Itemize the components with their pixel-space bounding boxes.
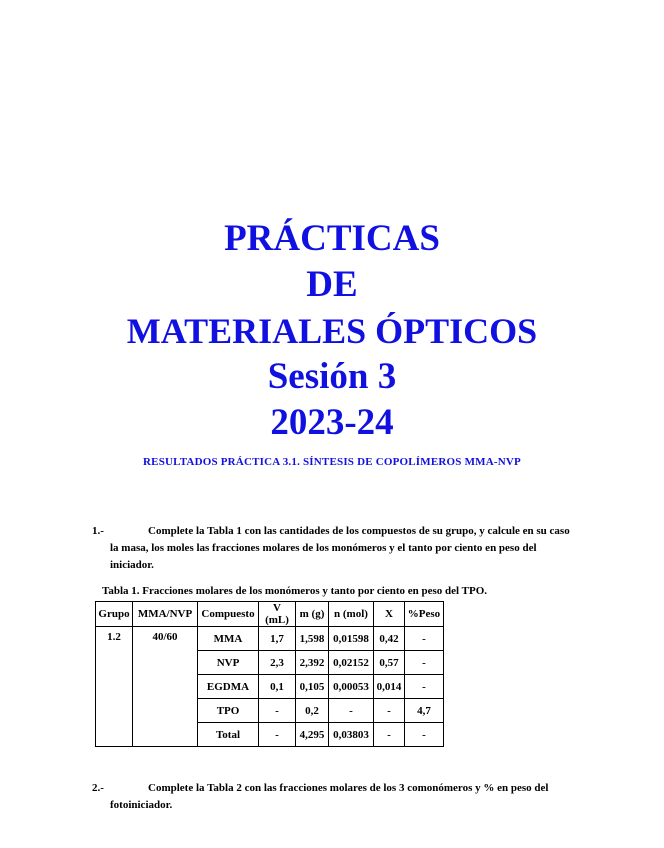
cell-compuesto: TPO bbox=[198, 699, 259, 723]
cell-fraction: 0,014 bbox=[374, 675, 405, 699]
question-1-text: Complete la Tabla 1 con las cantidades de los compuestos de su grupo, y calcule en su caso la masa, los moles las fracciones molares de los monómeros y el tanto por ciento en peso del iniciador. bbox=[110, 525, 570, 571]
cell-mass: 1,598 bbox=[296, 627, 329, 651]
cell-ratio: 40/60 bbox=[133, 627, 198, 747]
title-line-5: 2023-24 bbox=[270, 402, 394, 443]
table-1-caption: Tabla 1. Fracciones molares de los monómeros y tanto por ciento en peso del TPO. bbox=[102, 585, 487, 597]
cell-grupo: 1.2 bbox=[96, 627, 133, 747]
cell-fraction: 0,57 bbox=[374, 651, 405, 675]
cell-moles: 0,02152 bbox=[329, 651, 374, 675]
question-2-number: 2.- bbox=[92, 782, 104, 794]
cell-weight-percent: - bbox=[405, 627, 444, 651]
cell-moles: 0,00053 bbox=[329, 675, 374, 699]
question-1-number: 1.- bbox=[92, 525, 104, 537]
header-mass: m (g) bbox=[296, 602, 329, 627]
cell-compuesto: Total bbox=[198, 723, 259, 747]
title-line-4: Sesión 3 bbox=[267, 356, 397, 397]
question-2 bbox=[92, 780, 574, 814]
cell-volume: - bbox=[259, 699, 296, 723]
question-1 bbox=[92, 523, 574, 574]
cell-mass: 2,392 bbox=[296, 651, 329, 675]
cell-moles: 0,03803 bbox=[329, 723, 374, 747]
cell-compuesto: EGDMA bbox=[198, 675, 259, 699]
cell-volume: 0,1 bbox=[259, 675, 296, 699]
table-header-row bbox=[96, 602, 444, 627]
results-table bbox=[95, 601, 444, 747]
cell-volume: 2,3 bbox=[259, 651, 296, 675]
cell-weight-percent: - bbox=[405, 723, 444, 747]
cell-mass: 0,2 bbox=[296, 699, 329, 723]
cell-moles: - bbox=[329, 699, 374, 723]
cell-volume: - bbox=[259, 723, 296, 747]
cell-weight-percent: - bbox=[405, 675, 444, 699]
header-fraction: X bbox=[374, 602, 405, 627]
title-line-1: PRÁCTICAS bbox=[224, 218, 440, 259]
header-grupo: Grupo bbox=[96, 602, 133, 627]
cell-compuesto: MMA bbox=[198, 627, 259, 651]
cell-compuesto: NVP bbox=[198, 651, 259, 675]
header-weight-percent: %Peso bbox=[405, 602, 444, 627]
table-row bbox=[96, 627, 444, 651]
header-volume: V (mL) bbox=[259, 602, 296, 627]
cell-volume: 1,7 bbox=[259, 627, 296, 651]
cell-mass: 0,105 bbox=[296, 675, 329, 699]
header-compuesto: Compuesto bbox=[198, 602, 259, 627]
cell-moles: 0,01598 bbox=[329, 627, 374, 651]
title-line-2: DE bbox=[306, 264, 358, 305]
cell-weight-percent: 4,7 bbox=[405, 699, 444, 723]
header-mma-nvp: MMA/NVP bbox=[133, 602, 198, 627]
cell-weight-percent: - bbox=[405, 651, 444, 675]
header-moles: n (mol) bbox=[329, 602, 374, 627]
cell-fraction: - bbox=[374, 723, 405, 747]
question-2-text: Complete la Tabla 2 con las fracciones molares de los 3 comonómeros y % en peso del fotoiniciador. bbox=[110, 782, 549, 811]
cell-fraction: 0,42 bbox=[374, 627, 405, 651]
cell-mass: 4,295 bbox=[296, 723, 329, 747]
results-subtitle: RESULTADOS PRÁCTICA 3.1. SÍNTESIS DE COPOLÍMEROS MMA-NVP bbox=[143, 456, 521, 468]
document-title bbox=[0, 216, 664, 446]
cell-fraction: - bbox=[374, 699, 405, 723]
title-line-3: MATERIALES ÓPTICOS bbox=[126, 311, 538, 351]
